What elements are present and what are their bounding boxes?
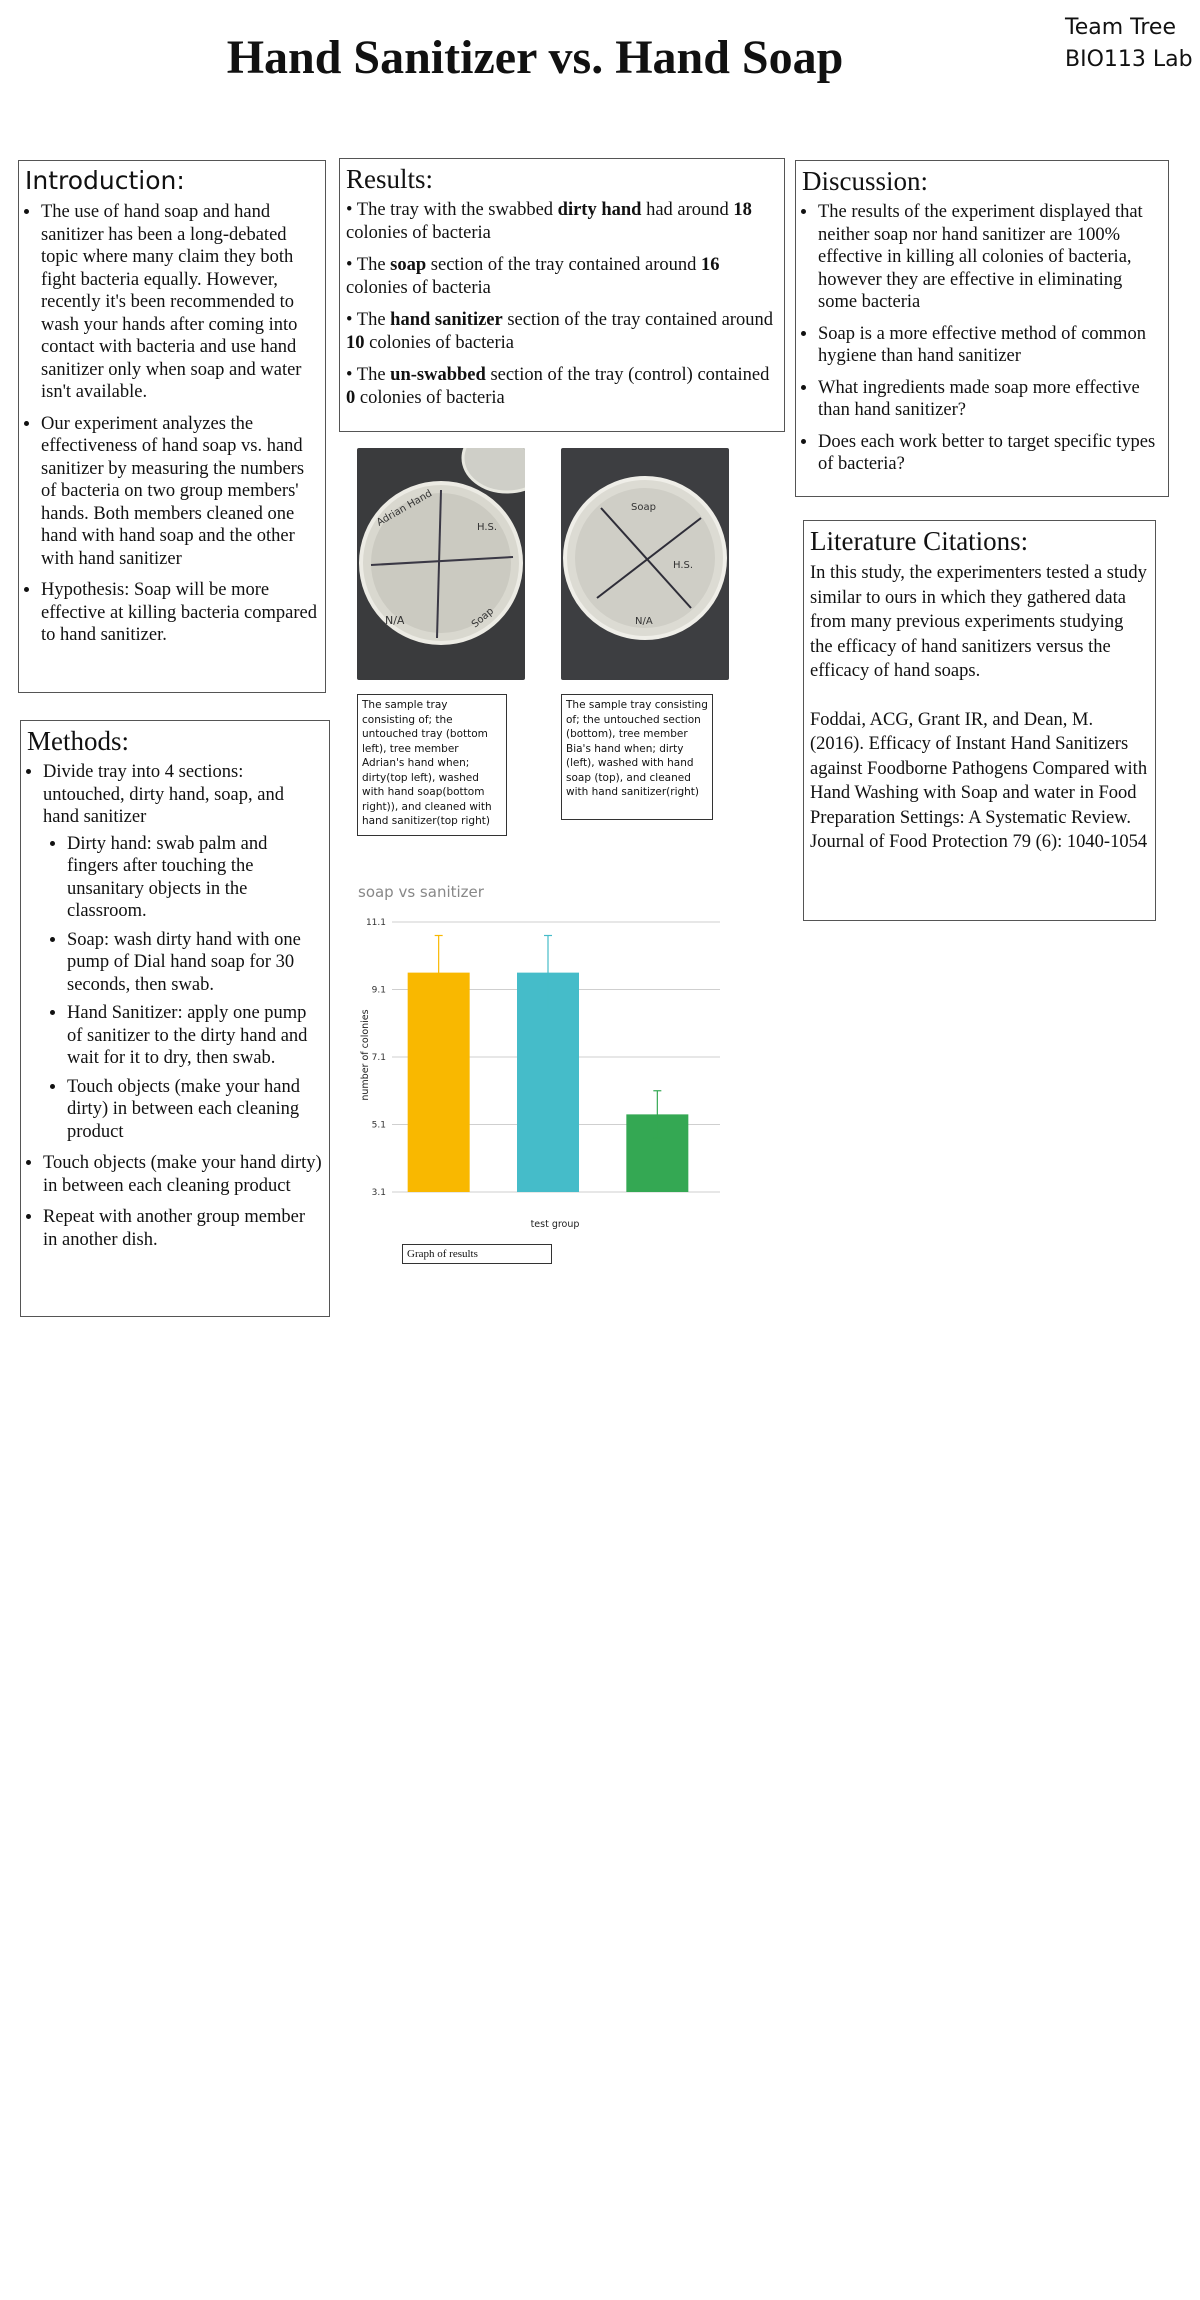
list-item xyxy=(43,761,323,1143)
team-label xyxy=(1065,12,1193,76)
chart-y-tick-label: 7.1 xyxy=(371,1053,386,1063)
chart-y-tick-label: 9.1 xyxy=(371,985,386,996)
list-item: • The results of the experiment displayed that neither soap nor hand sanitizer are 100% effective in killing all colonies of bacteria, however they are effective in eliminating some bacteria xyxy=(818,201,1162,314)
list-item: • Soap is a more effective method of common hygiene than hand sanitizer xyxy=(818,323,1162,368)
literature-citation: Foddai, ACG, Grant IR, and Dean, M. (2016). Efficacy of Instant Hand Sanitizers against Foodborne Pathogens Compared with Hand Washing with Soap and water in Food Preparation Settings: A Systematic Review. Journal of Food Protection 79 (6): 1040-1054 xyxy=(810,709,1148,852)
petri-dish-photo-left xyxy=(357,448,525,680)
list-item: • Hypothesis: Soap will be more effective at killing bacteria compared to hand sanitizer. xyxy=(41,579,319,647)
chart-title: soap vs sanitizer xyxy=(358,883,484,901)
list-item: • Soap: wash dirty hand with one pump of Dial hand soap for 30 seconds, then swab. xyxy=(67,929,323,997)
photo-label: N/A xyxy=(635,616,653,627)
bar-chart xyxy=(350,870,730,1250)
photo-label: Soap xyxy=(631,502,656,513)
results-heading: Results: xyxy=(346,164,434,194)
list-item: • Touch objects (make your hand dirty) in between each cleaning product xyxy=(43,1152,323,1197)
photo-label: H.S. xyxy=(477,522,498,533)
lab-name: BIO113 Lab xyxy=(1065,47,1193,72)
list-item: • Dirty hand: swab palm and fingers after touching the unsanitary objects in the classroom. xyxy=(67,833,323,923)
chart-y-tick-label: 3.1 xyxy=(371,1188,386,1198)
list-item: • Touch objects (make your hand dirty) in between each cleaning product xyxy=(67,1076,323,1144)
spacer xyxy=(810,684,1149,708)
chart-y-axis-label: number of colonies xyxy=(360,1009,371,1101)
methods-section xyxy=(20,720,330,1317)
discussion-section xyxy=(795,160,1169,497)
chart-y-tick-label: 5.1 xyxy=(371,1120,386,1131)
photo-label: H.S. xyxy=(673,560,694,571)
introduction-heading: Introduction: xyxy=(25,166,185,195)
photo-label: Adrian Hand xyxy=(375,488,435,529)
chart-y-tick-label: 11.1 xyxy=(365,918,386,928)
methods-sublist xyxy=(43,833,323,1144)
result-control: • The un-swabbed section of the tray (control) contained 0 colonies of bacteria xyxy=(346,364,778,409)
method-step: Divide tray into 4 sections: untouched, dirty hand, soap, and hand sanitizer xyxy=(43,762,284,827)
chart-x-axis-label: test group xyxy=(530,1219,580,1230)
list-item: • The use of hand soap and hand sanitizer has been a long-debated topic where many claim they both fight bacteria equally. However, recently it's been recommended to wash your hands after coming into contact with bacteria and use hand sanitizer only when soap and water isn't available. xyxy=(41,201,319,404)
methods-list xyxy=(27,761,323,1251)
list-item: • Hand Sanitizer: apply one pump of sanitizer to the dirty hand and wait for it to dry, then swab. xyxy=(67,1002,323,1070)
literature-section xyxy=(803,520,1156,921)
result-soap: • The soap section of the tray contained around 16 colonies of bacteria xyxy=(346,254,778,299)
methods-heading: Methods: xyxy=(27,726,130,756)
list-item: • Our experiment analyzes the effectiveness of hand soap vs. hand sanitizer by measuring the numbers of bacteria on two group members' hands. Both members cleaned one hand with hand soap and the other with hand sanitizer xyxy=(41,413,319,571)
introduction-section xyxy=(18,160,326,693)
list-item: • Repeat with another group member in another dish. xyxy=(43,1206,323,1251)
list-item: • What ingredients made soap more effective than hand sanitizer? xyxy=(818,377,1162,422)
literature-heading: Literature Citations: xyxy=(810,526,1029,556)
photo-caption-right: The sample tray consisting of; the untouched section (bottom), tree member Bia's hand when; dirty (left), washed with hand soap (top), and cleaned with hand sanitizer(right) xyxy=(561,694,713,820)
poster-title: Hand Sanitizer vs. Hand Soap xyxy=(226,31,844,84)
graph-caption: Graph of results xyxy=(402,1244,552,1264)
photo-label: N/A xyxy=(385,614,405,627)
literature-summary: In this study, the experimenters tested a study similar to ours in which they gathered data from many previous experiments studying the efficacy of hand sanitizers versus the efficacy of hand soaps. xyxy=(810,563,1147,681)
results-section xyxy=(339,158,785,432)
result-sanitizer: • The hand sanitizer section of the tray contained around 10 colonies of bacteria xyxy=(346,309,778,354)
list-item: • Does each work better to target specific types of bacteria? xyxy=(818,431,1162,476)
introduction-list xyxy=(25,201,319,647)
photo-caption-left: The sample tray consisting of; the untouched tray (bottom left), tree member Adrian's hand when; dirty(top left), washed with hand soap(bottom right)), and cleaned with hand sanitizer(top right) xyxy=(357,694,507,836)
discussion-heading: Discussion: xyxy=(802,166,929,196)
team-name: Team Tree xyxy=(1065,15,1176,40)
discussion-list xyxy=(802,201,1162,476)
photo-label: Soap xyxy=(469,605,497,631)
petri-dish-photo-right xyxy=(561,448,729,680)
result-dirty-hand: • The tray with the swabbed dirty hand had around 18 colonies of bacteria xyxy=(346,199,778,244)
